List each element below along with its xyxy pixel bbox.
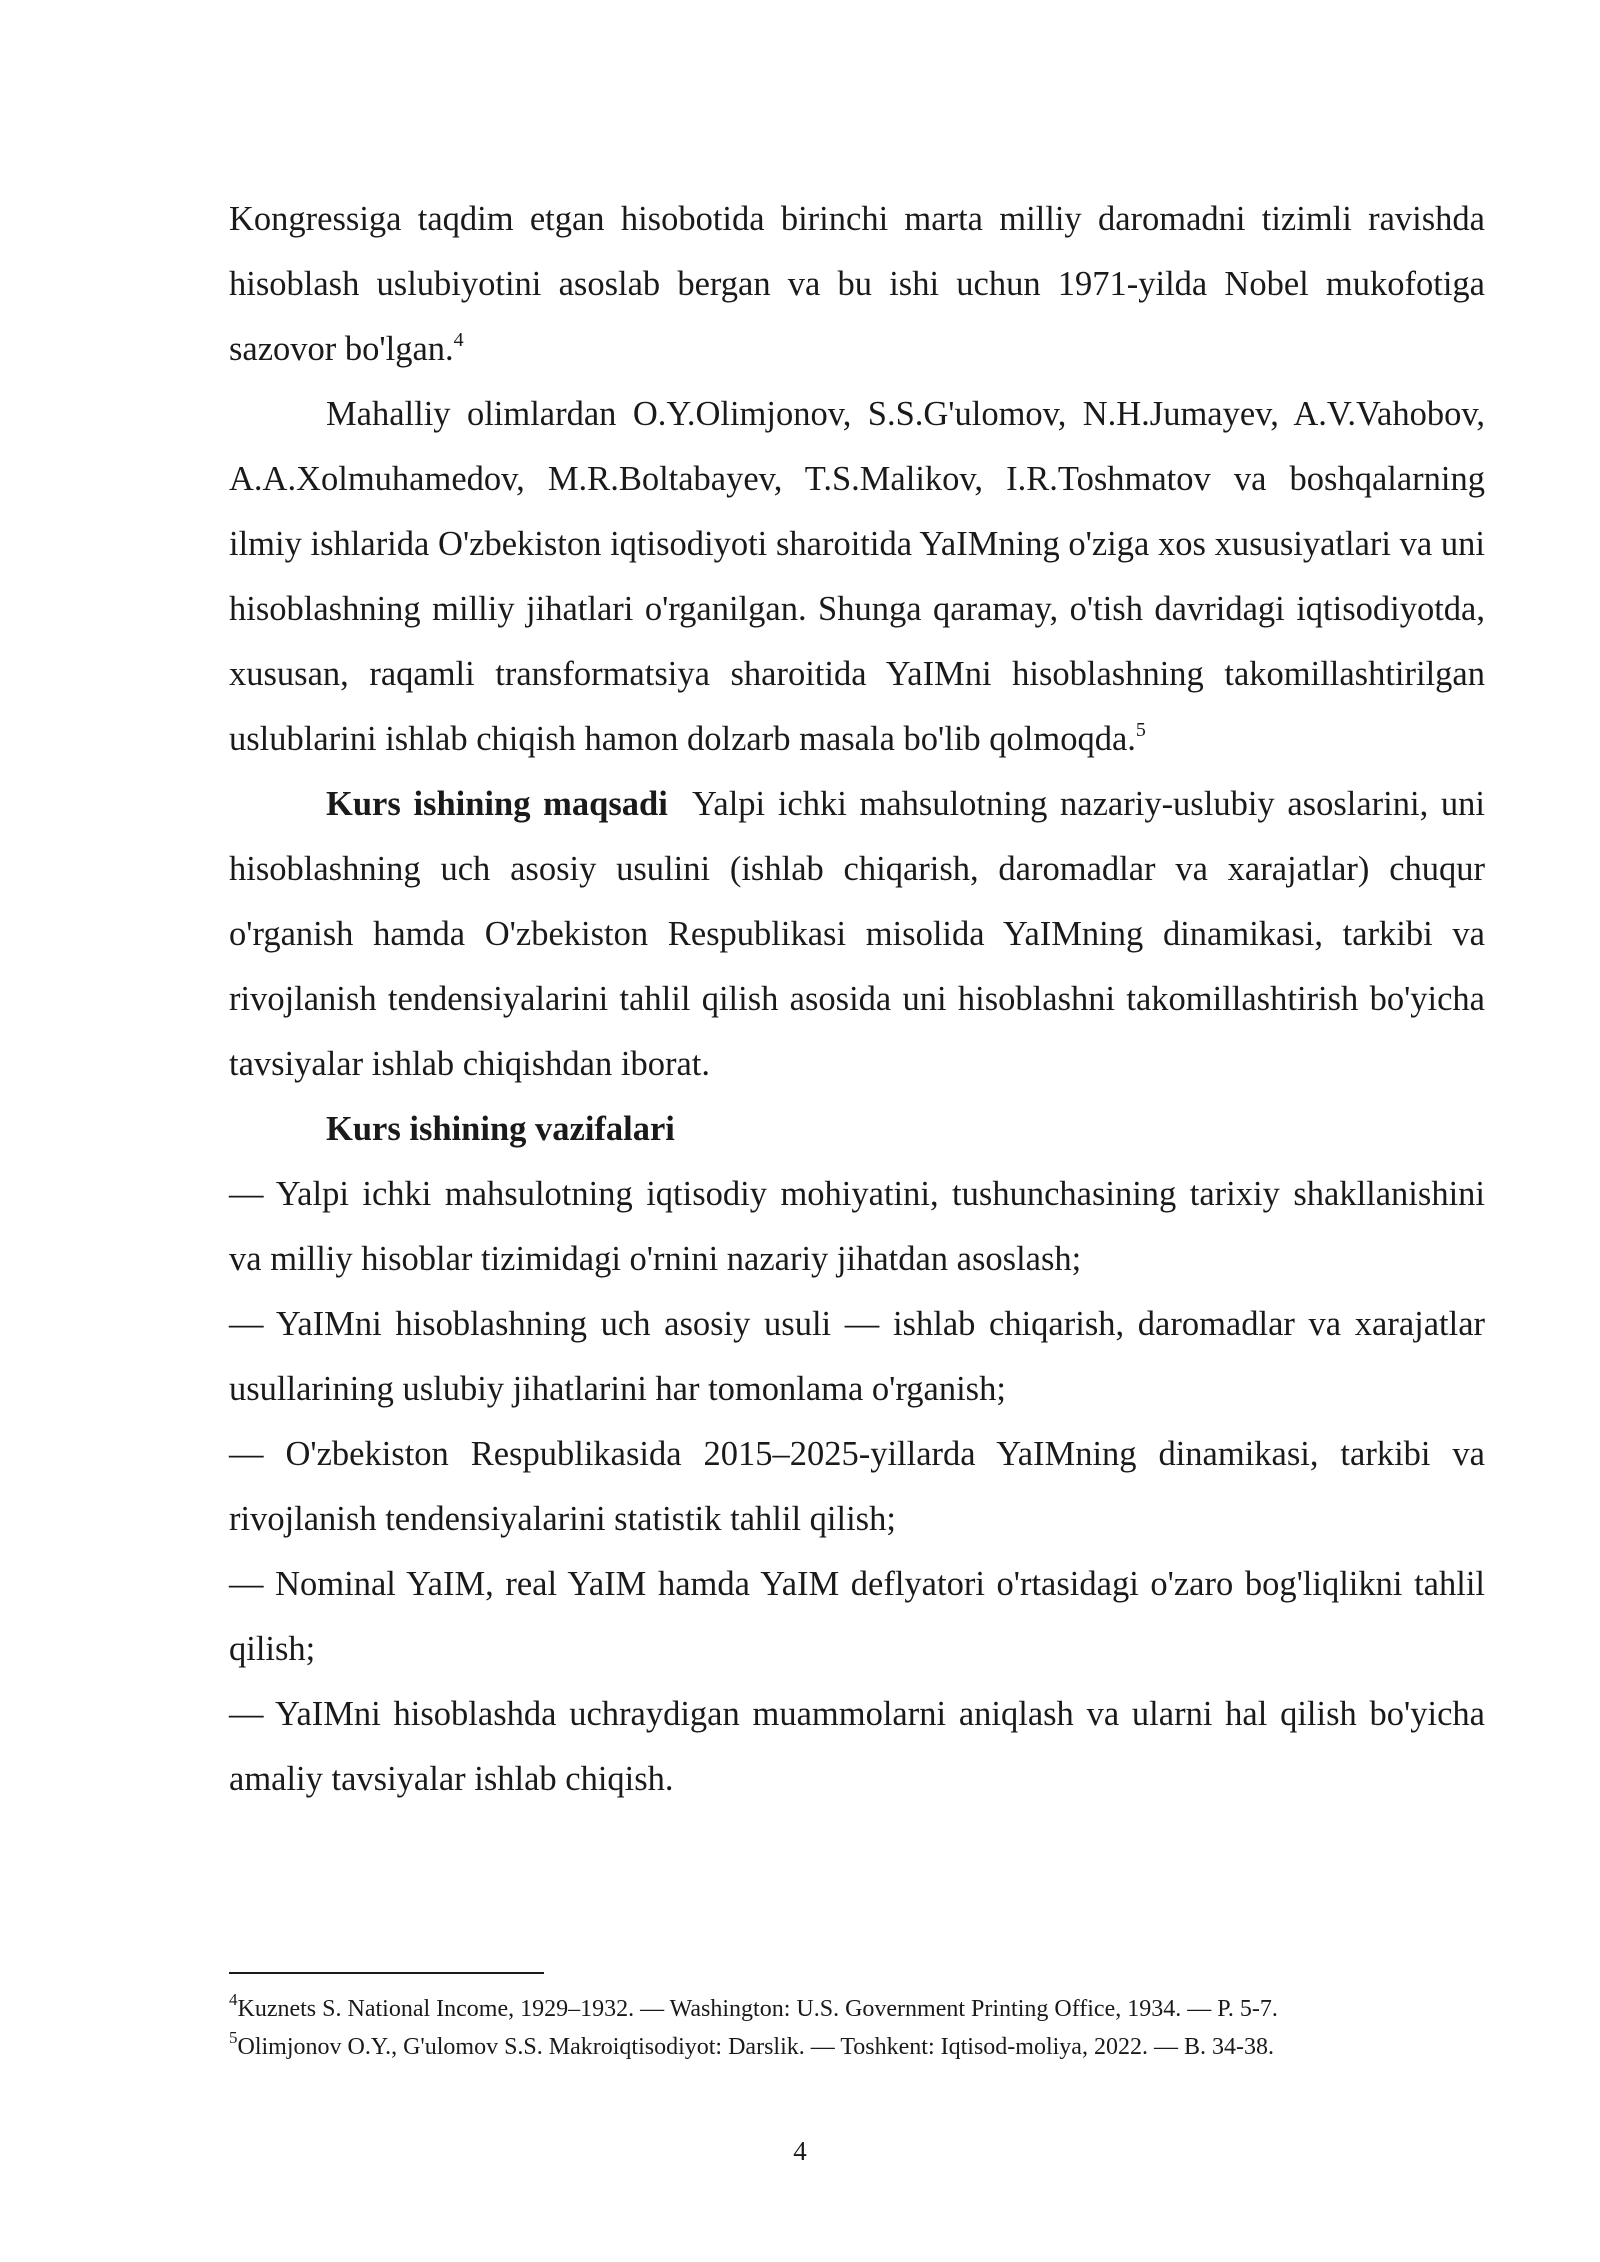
page-number: 4 [793, 2136, 807, 2166]
body-text [229, 187, 1485, 1812]
footnote-ref[interactable]: 4 [453, 329, 464, 351]
footnotes [229, 1990, 1485, 2066]
task-item: — O'zbekiston Respublikasida 2015–2025-yillarda YaIMning dinamikasi, tarkibi va rivojlanish tendensiyalarini statistik tahlil qilish; [229, 1435, 1485, 1538]
task-item: — Yalpi ichki mahsulotning iqtisodiy mohiyatini, tushunchasining tarixiy shakllanishini va milliy hisoblar tizimidagi o'rnini nazariy jihatdan asoslash; [229, 1175, 1485, 1278]
footnote-number: 4 [229, 1990, 238, 2009]
paragraph-nobel [229, 187, 1485, 382]
paragraph-text: Mahalliy olimlardan O.Y.Olimjonov, S.S.G'ulomov, N.H.Jumayev, A.V.Vahobov, A.A.Xolmuhamedov, M.R.Boltabayev, T.S.Malikov, I.R.Toshmatov va boshqalarning ilmiy ishlarida O'zbekiston iqtisodiyoti sharoitida YaIMning o'ziga xos xususiyatlari va uni hisoblashning milliy jihatlari o'rganilgan. Shunga qaramay, o'tish davridagi iqtisodiyotda, xususan, raqamli transformatsiya sharoitida YaIMni hisoblashning takomillashtirilgan uslublarini ishlab chiqish hamon dolzarb masala bo'lib qolmoqda. [229, 395, 1485, 758]
footnote-separator [229, 1972, 544, 1974]
paragraph-local-scholars [229, 382, 1485, 772]
goal-heading: Kurs ishining maqsadi [326, 785, 668, 823]
paragraph-goal [229, 772, 1485, 1097]
footnote-text: Olimjonov O.Y., G'ulomov S.S. Makroiqtisodiyot: Darslik. — Toshkent: Iqtisod-moliya, 2022. — B. 34-38. [237, 2034, 1274, 2060]
footnote-ref[interactable]: 5 [1135, 719, 1146, 741]
footnote-number: 5 [229, 2028, 238, 2047]
tasks-heading: Kurs ishining vazifalari [326, 1110, 675, 1148]
footnote-text: Kuznets S. National Income, 1929–1932. — Washington: U.S. Government Printing Office, 1934. — P. 5-7. [237, 1996, 1278, 2022]
task-item: — YaIMni hisoblashda uchraydigan muammolarni aniqlash va ularni hal qilish bo'yicha amaliy tavsiyalar ishlab chiqish. [229, 1695, 1485, 1798]
paragraph-text: Kongressiga taqdim etgan hisobotida birinchi marta milliy daromadni tizimli ravishda hisoblash uslubiyotini asoslab bergan va bu ishi uchun 1971-yilda Nobel mukofotiga sazovor bo'lgan. [229, 200, 1485, 368]
footnote-item [229, 1990, 1485, 2028]
task-item: — Nominal YaIM, real YaIM hamda YaIM deflyatori o'rtasidagi o'zaro bog'liqlikni tahlil qilish; [229, 1565, 1485, 1668]
footnote-item [229, 2028, 1485, 2066]
task-item: — YaIMni hisoblashning uch asosiy usuli — ishlab chiqarish, daromadlar va xarajatlar usullarining uslubiy jihatlarini har tomonlama o'rganish; [229, 1305, 1485, 1408]
paragraph-text: Yalpi ichki mahsulotning nazariy-uslubiy asoslarini, uni hisoblashning uch asosiy usulini (ishlab chiqarish, daromadlar va xarajatlar) chuqur o'rganish hamda O'zbekiston Respublikasi misolida YaIMning dinamikasi, tarkibi va rivojlanish tendensiyalarini tahlil qilish asosida uni hisoblashni takomillashtirish bo'yicha tavsiyalar ishlab chiqishdan iborat. [229, 785, 1485, 1083]
